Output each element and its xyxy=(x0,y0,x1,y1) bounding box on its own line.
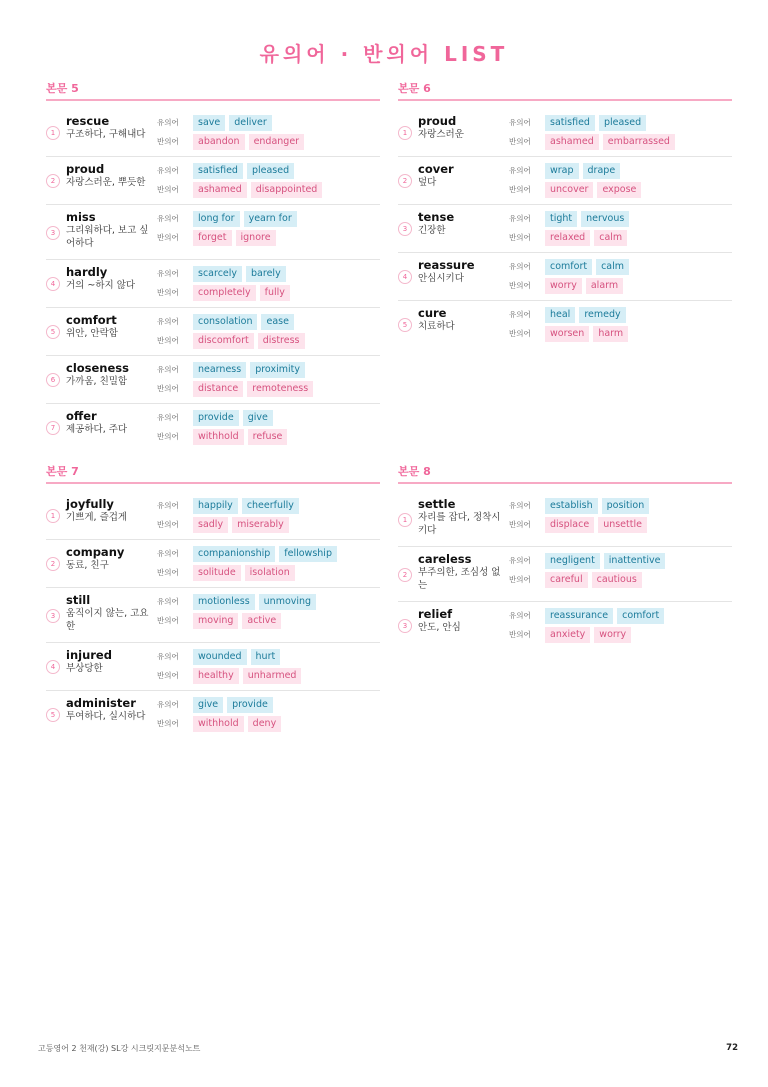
antonym-tag: calm xyxy=(594,230,627,246)
korean-meaning: 가까움, 친밀함 xyxy=(66,376,128,387)
vocab-entry xyxy=(46,404,380,452)
synonym-row xyxy=(509,606,668,625)
entry-number: 4 xyxy=(398,270,412,284)
korean-meaning: 움직이지 않는, 고요한 xyxy=(66,608,149,632)
entry-number: 2 xyxy=(398,568,412,582)
synonym-antonym-rows xyxy=(509,257,633,295)
headword: miss xyxy=(66,210,96,224)
headword: cure xyxy=(418,306,447,320)
vocab-entry xyxy=(46,205,380,260)
antonym-row xyxy=(509,324,632,343)
antonym-row xyxy=(157,666,305,685)
headword: comfort xyxy=(66,313,117,327)
entry-number: 4 xyxy=(46,277,60,291)
synonym-tag: comfort xyxy=(545,259,592,275)
synonym-row xyxy=(157,695,285,714)
korean-meaning: 긴장한 xyxy=(418,225,446,236)
synonym-row xyxy=(157,312,309,331)
antonym-tag: ignore xyxy=(236,230,276,246)
vocab-entry xyxy=(46,157,380,205)
antonym-tag: distress xyxy=(258,333,305,349)
word-block xyxy=(66,409,154,436)
synonym-label: 유의어 xyxy=(509,262,531,271)
antonym-tag: endanger xyxy=(249,134,305,150)
antonym-tag: healthy xyxy=(193,668,239,684)
antonym-tag: refuse xyxy=(248,429,288,445)
antonym-label: 반의어 xyxy=(157,137,179,146)
word-block xyxy=(418,210,506,237)
synonym-row xyxy=(509,113,679,132)
synonym-antonym-rows xyxy=(157,592,320,630)
antonym-tag: cautious xyxy=(592,572,642,588)
synonym-label: 유의어 xyxy=(157,501,179,510)
korean-meaning: 자리를 잡다, 정착시키다 xyxy=(418,512,501,536)
antonym-label: 반의어 xyxy=(157,616,179,625)
vocab-entry xyxy=(46,588,380,643)
antonym-tag: sadly xyxy=(193,517,228,533)
antonym-label: 반의어 xyxy=(509,329,531,338)
synonym-label: 유의어 xyxy=(509,214,531,223)
synonym-tag: inattentive xyxy=(604,553,666,569)
synonym-antonym-rows xyxy=(509,161,645,199)
synonym-tag: give xyxy=(243,410,273,426)
vocab-entry xyxy=(398,492,732,547)
section-heading: 본문 8 xyxy=(398,463,732,484)
vocab-entry xyxy=(46,691,380,739)
antonym-tag: deny xyxy=(248,716,282,732)
synonym-antonym-rows xyxy=(509,305,632,343)
antonym-tag: remoteness xyxy=(247,381,313,397)
section-text-7 xyxy=(46,463,380,739)
vocab-entry xyxy=(46,356,380,404)
antonym-row xyxy=(157,283,294,302)
antonym-label: 반의어 xyxy=(157,568,179,577)
synonym-label: 유의어 xyxy=(509,501,531,510)
word-block xyxy=(66,361,154,388)
synonym-antonym-rows xyxy=(509,551,669,589)
word-block xyxy=(66,162,154,189)
vocab-entry xyxy=(398,205,732,253)
korean-meaning: 안심시키다 xyxy=(418,273,464,284)
synonym-label: 유의어 xyxy=(157,214,179,223)
synonym-row xyxy=(157,360,317,379)
synonym-row xyxy=(157,209,301,228)
synonym-row xyxy=(157,113,308,132)
antonym-tag: unharmed xyxy=(243,668,302,684)
korean-meaning: 투여하다, 실시하다 xyxy=(66,711,146,722)
synonym-row xyxy=(157,161,326,180)
synonym-row xyxy=(157,408,291,427)
korean-meaning: 자랑스러운, 뿌듯한 xyxy=(66,177,146,188)
headword: joyfully xyxy=(66,497,114,511)
korean-meaning: 자랑스러운 xyxy=(418,129,464,140)
antonym-row xyxy=(157,714,285,733)
korean-meaning: 위안, 안락함 xyxy=(66,328,118,339)
synonym-tag: cheerfully xyxy=(242,498,299,514)
word-block xyxy=(66,696,154,723)
antonym-label: 반의어 xyxy=(157,384,179,393)
synonym-row xyxy=(509,161,645,180)
antonym-tag: fully xyxy=(260,285,290,301)
section-heading: 본문 6 xyxy=(398,80,732,101)
headword: proud xyxy=(66,162,105,176)
korean-meaning: 거의 ~하지 않다 xyxy=(66,280,136,291)
synonym-tag: comfort xyxy=(617,608,664,624)
korean-meaning: 그리워하다, 보고 싶어하다 xyxy=(66,225,149,249)
antonym-tag: expose xyxy=(597,182,641,198)
vocab-entry xyxy=(398,157,732,205)
synonym-tag: unmoving xyxy=(259,594,316,610)
entry-number: 2 xyxy=(46,557,60,571)
antonym-tag: ashamed xyxy=(545,134,599,150)
korean-meaning: 구조하다, 구해내다 xyxy=(66,129,146,140)
synonym-row xyxy=(157,496,303,515)
entry-number: 1 xyxy=(46,126,60,140)
synonym-tag: scarcely xyxy=(193,266,242,282)
antonym-label: 반의어 xyxy=(157,719,179,728)
korean-meaning: 안도, 안심 xyxy=(418,622,461,633)
antonym-tag: moving xyxy=(193,613,238,629)
page-title: 유의어 · 반의어 LIST xyxy=(259,42,509,66)
vocab-entry xyxy=(398,602,732,650)
section-text-6 xyxy=(398,80,732,349)
synonym-antonym-rows xyxy=(509,606,668,644)
antonym-label: 반의어 xyxy=(157,671,179,680)
synonym-tag: proximity xyxy=(250,362,305,378)
synonym-label: 유의어 xyxy=(157,549,179,558)
synonym-tag: provide xyxy=(193,410,239,426)
entry-number: 3 xyxy=(46,609,60,623)
antonym-tag: ashamed xyxy=(193,182,247,198)
section-text-5 xyxy=(46,80,380,452)
korean-meaning: 제공하다, 주다 xyxy=(66,424,128,435)
synonym-tag: long for xyxy=(193,211,240,227)
entry-number: 5 xyxy=(46,708,60,722)
vocab-entry xyxy=(398,253,732,301)
synonym-antonym-rows xyxy=(157,360,317,398)
synonym-tag: establish xyxy=(545,498,598,514)
antonym-row xyxy=(157,427,291,446)
antonym-label: 반의어 xyxy=(157,288,179,297)
antonym-label: 반의어 xyxy=(157,432,179,441)
word-block xyxy=(418,306,506,333)
synonym-tag: wrap xyxy=(545,163,579,179)
synonym-label: 유의어 xyxy=(157,118,179,127)
synonym-antonym-rows xyxy=(157,312,309,350)
vocab-entry xyxy=(398,109,732,157)
synonym-tag: consolation xyxy=(193,314,257,330)
headword: injured xyxy=(66,648,112,662)
entry-number: 1 xyxy=(398,126,412,140)
headword: reassure xyxy=(418,258,475,272)
antonym-label: 반의어 xyxy=(157,185,179,194)
antonym-tag: alarm xyxy=(586,278,623,294)
headword: company xyxy=(66,545,125,559)
entry-number: 3 xyxy=(398,222,412,236)
korean-meaning: 기쁘게, 즐겁게 xyxy=(66,512,128,523)
synonym-tag: wounded xyxy=(193,649,247,665)
synonym-label: 유의어 xyxy=(157,166,179,175)
antonym-tag: disappointed xyxy=(251,182,323,198)
antonym-tag: forget xyxy=(193,230,232,246)
word-block xyxy=(66,545,154,572)
headword: settle xyxy=(418,497,456,511)
synonym-label: 유의어 xyxy=(157,700,179,709)
headword: hardly xyxy=(66,265,108,279)
synonym-label: 유의어 xyxy=(157,597,179,606)
synonym-tag: nearness xyxy=(193,362,246,378)
antonym-tag: withhold xyxy=(193,429,244,445)
entry-number: 7 xyxy=(46,421,60,435)
word-block xyxy=(66,313,154,340)
synonym-row xyxy=(157,544,341,563)
headword: proud xyxy=(418,114,457,128)
synonym-tag: companionship xyxy=(193,546,275,562)
word-block xyxy=(66,648,154,675)
synonym-tag: satisfied xyxy=(545,115,595,131)
synonym-tag: position xyxy=(602,498,650,514)
word-block xyxy=(418,552,506,592)
antonym-label: 반의어 xyxy=(509,185,531,194)
antonym-label: 반의어 xyxy=(157,336,179,345)
synonym-label: 유의어 xyxy=(509,166,531,175)
synonym-row xyxy=(157,592,320,611)
entry-number: 1 xyxy=(46,509,60,523)
word-block xyxy=(66,265,154,292)
synonym-label: 유의어 xyxy=(157,652,179,661)
synonym-tag: yearn for xyxy=(244,211,297,227)
synonym-antonym-rows xyxy=(157,408,291,446)
synonym-tag: motionless xyxy=(193,594,255,610)
synonym-tag: negligent xyxy=(545,553,600,569)
antonym-row xyxy=(157,180,326,199)
antonym-row xyxy=(157,228,301,247)
antonym-tag: harm xyxy=(593,326,628,342)
antonym-tag: relaxed xyxy=(545,230,590,246)
word-block xyxy=(418,607,506,634)
antonym-label: 반의어 xyxy=(509,137,531,146)
word-block xyxy=(66,497,154,524)
section-text-8 xyxy=(398,463,732,650)
antonym-tag: worry xyxy=(594,627,631,643)
footer-book-title: 고등영어 2 천재(강) SL강 시크릿지문분석노트 xyxy=(38,1044,201,1053)
headword: tense xyxy=(418,210,455,224)
antonym-tag: solitude xyxy=(193,565,241,581)
antonym-row xyxy=(157,563,341,582)
antonym-label: 반의어 xyxy=(509,233,531,242)
synonym-tag: deliver xyxy=(229,115,272,131)
korean-meaning: 동료, 친구 xyxy=(66,560,109,571)
synonym-antonym-rows xyxy=(157,113,308,151)
synonym-antonym-rows xyxy=(157,695,285,733)
antonym-row xyxy=(509,570,669,589)
entry-number: 4 xyxy=(46,660,60,674)
synonym-tag: happily xyxy=(193,498,238,514)
synonym-tag: pleased xyxy=(599,115,646,131)
page-number: 72 xyxy=(726,1043,738,1053)
vocab-entry xyxy=(46,109,380,157)
vocab-entry xyxy=(46,260,380,308)
antonym-tag: completely xyxy=(193,285,256,301)
headword: rescue xyxy=(66,114,110,128)
vocab-entry xyxy=(398,547,732,602)
synonym-tag: satisfied xyxy=(193,163,243,179)
synonym-label: 유의어 xyxy=(509,118,531,127)
antonym-label: 반의어 xyxy=(509,575,531,584)
entry-number: 6 xyxy=(46,373,60,387)
vocab-entry xyxy=(46,308,380,356)
headword: closeness xyxy=(66,361,129,375)
section-heading: 본문 5 xyxy=(46,80,380,101)
korean-meaning: 덮다 xyxy=(418,177,437,188)
synonym-tag: calm xyxy=(596,259,629,275)
synonym-tag: ease xyxy=(261,314,293,330)
word-block xyxy=(418,497,506,537)
entry-number: 3 xyxy=(46,226,60,240)
antonym-tag: isolation xyxy=(245,565,295,581)
synonym-antonym-rows xyxy=(157,161,326,199)
antonym-tag: withhold xyxy=(193,716,244,732)
antonym-row xyxy=(157,515,303,534)
antonym-tag: discomfort xyxy=(193,333,254,349)
synonym-row xyxy=(157,647,305,666)
section-heading: 본문 7 xyxy=(46,463,380,484)
word-block xyxy=(66,114,154,141)
korean-meaning: 치료하다 xyxy=(418,321,455,332)
headword: offer xyxy=(66,409,97,423)
synonym-tag: drape xyxy=(583,163,621,179)
synonym-label: 유의어 xyxy=(157,269,179,278)
headword: cover xyxy=(418,162,454,176)
synonym-label: 유의어 xyxy=(509,310,531,319)
synonym-tag: provide xyxy=(227,697,273,713)
antonym-row xyxy=(509,625,668,644)
antonym-tag: anxiety xyxy=(545,627,590,643)
synonym-tag: tight xyxy=(545,211,577,227)
antonym-row xyxy=(157,379,317,398)
synonym-antonym-rows xyxy=(509,113,679,151)
antonym-tag: active xyxy=(242,613,281,629)
synonym-antonym-rows xyxy=(157,496,303,534)
synonym-tag: pleased xyxy=(247,163,294,179)
synonym-tag: give xyxy=(193,697,223,713)
word-block xyxy=(418,258,506,285)
synonym-antonym-rows xyxy=(157,544,341,582)
entry-number: 5 xyxy=(46,325,60,339)
antonym-row xyxy=(509,180,645,199)
synonym-antonym-rows xyxy=(157,264,294,302)
antonym-label: 반의어 xyxy=(157,233,179,242)
headword: still xyxy=(66,593,91,607)
synonym-label: 유의어 xyxy=(509,556,531,565)
vocab-entry xyxy=(46,492,380,540)
antonym-row xyxy=(157,331,309,350)
antonym-row xyxy=(509,276,633,295)
headword: relief xyxy=(418,607,453,621)
synonym-row xyxy=(509,496,653,515)
synonym-tag: save xyxy=(193,115,225,131)
antonym-label: 반의어 xyxy=(509,281,531,290)
synonym-tag: barely xyxy=(246,266,286,282)
synonym-row xyxy=(509,257,633,276)
antonym-tag: worsen xyxy=(545,326,589,342)
antonym-row xyxy=(509,515,653,534)
korean-meaning: 부상당한 xyxy=(66,663,103,674)
synonym-tag: nervous xyxy=(581,211,629,227)
synonym-row xyxy=(509,305,632,324)
vocab-entry xyxy=(46,643,380,691)
synonym-row xyxy=(509,551,669,570)
korean-meaning: 부주의한, 조심성 없는 xyxy=(418,567,501,591)
entry-number: 2 xyxy=(398,174,412,188)
antonym-label: 반의어 xyxy=(509,520,531,529)
vocab-entry xyxy=(46,540,380,588)
synonym-tag: remedy xyxy=(579,307,625,323)
word-block xyxy=(66,593,154,633)
synonym-tag: reassurance xyxy=(545,608,613,624)
antonym-row xyxy=(157,611,320,630)
antonym-row xyxy=(509,132,679,151)
antonym-label: 반의어 xyxy=(509,630,531,639)
antonym-tag: unsettle xyxy=(598,517,647,533)
synonym-antonym-rows xyxy=(157,647,305,685)
synonym-tag: hurt xyxy=(251,649,281,665)
antonym-tag: careful xyxy=(545,572,588,588)
synonym-label: 유의어 xyxy=(157,413,179,422)
antonym-tag: uncover xyxy=(545,182,593,198)
antonym-row xyxy=(157,132,308,151)
synonym-antonym-rows xyxy=(157,209,301,247)
antonym-label: 반의어 xyxy=(157,520,179,529)
synonym-tag: fellowship xyxy=(279,546,337,562)
word-block xyxy=(66,210,154,250)
antonym-row xyxy=(509,228,633,247)
synonym-row xyxy=(157,264,294,283)
headword: careless xyxy=(418,552,472,566)
vocab-entry xyxy=(398,301,732,349)
synonym-row xyxy=(509,209,633,228)
entry-number: 1 xyxy=(398,513,412,527)
synonym-label: 유의어 xyxy=(157,317,179,326)
headword: administer xyxy=(66,696,136,710)
synonym-label: 유의어 xyxy=(157,365,179,374)
entry-number: 3 xyxy=(398,619,412,633)
antonym-tag: embarrassed xyxy=(603,134,675,150)
synonym-label: 유의어 xyxy=(509,611,531,620)
word-block xyxy=(418,114,506,141)
entry-number: 2 xyxy=(46,174,60,188)
word-block xyxy=(418,162,506,189)
entry-number: 5 xyxy=(398,318,412,332)
antonym-tag: worry xyxy=(545,278,582,294)
antonym-tag: displace xyxy=(545,517,594,533)
antonym-tag: distance xyxy=(193,381,243,397)
synonym-antonym-rows xyxy=(509,209,633,247)
antonym-tag: abandon xyxy=(193,134,245,150)
synonym-antonym-rows xyxy=(509,496,653,534)
synonym-tag: heal xyxy=(545,307,575,323)
antonym-tag: miserably xyxy=(232,517,289,533)
